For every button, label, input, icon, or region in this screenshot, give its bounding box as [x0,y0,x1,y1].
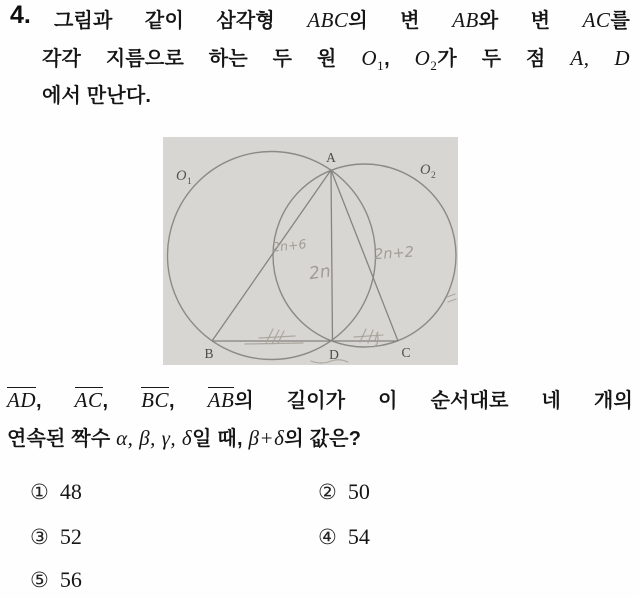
question-line-1: AD, AC, BC, AB의 길이가 이 순서대로 네 개의 [7,388,634,412]
choice-3-value: 52 [59,524,82,549]
label-circle-o1: O [176,168,187,184]
choice-4-marker: ④ [318,525,337,549]
math-ab: AB [452,8,479,32]
math-o1: $O_1$ [361,46,385,74]
label-point-a: A [326,150,336,165]
label-circle-o2-sub: 2 [431,171,436,181]
choice-2 [318,479,370,505]
choice-4-value: 54 [347,524,370,549]
math-a-d: A, D [570,46,630,70]
math-o2: $O_2$ [414,46,438,74]
statement-line-1: 그림과 같이 삼각형 ABC의 변 AB와 변 AC를 [54,8,630,32]
choice-5-marker: ⑤ [30,568,49,592]
choice-3 [30,524,82,550]
label-circle-o2: O [420,162,431,178]
math-ac: AC [582,8,611,32]
math-abc: ABC [307,8,349,32]
choice-1 [30,479,82,505]
problem-number: 4. [10,1,31,29]
label-circle-o1-sub: 1 [187,177,192,187]
choice-5-value: 56 [59,567,82,592]
segment-ad-overline: AD [7,388,36,412]
choice-2-marker: ② [318,480,337,504]
pencil-label-ab: 2n+6 [271,236,308,255]
choice-3-marker: ③ [30,525,49,549]
choice-2-value: 50 [347,479,370,504]
label-point-c: C [401,345,411,360]
label-point-b: B [204,346,214,361]
geometry-figure [163,137,458,365]
choice-5 [30,567,82,593]
segment-ac-overline: AC [74,388,103,412]
choice-1-value: 48 [59,479,82,504]
pencil-label-ac: 2n+2 [373,244,415,264]
statement-line-2: 각각 지름으로 하는 두 원 $O_1$, $O_2$가 두 점 A, D [42,46,630,74]
segment-bc-overline: BC [141,388,169,412]
beta-plus-delta: β+δ [248,426,285,450]
segment-ab-overline: AB [207,388,235,412]
statement-text: 그림과 같이 삼각형 [54,10,308,32]
choice-1-marker: ① [30,480,49,504]
greek-sequence: α, β, γ, δ [116,426,193,450]
pencil-label-ad: 2n [307,261,333,285]
figure-svg [163,137,458,365]
statement-line-3: 에서 만난다. [42,85,152,107]
label-point-d: D [329,347,339,362]
question-line-2: 연속된 짝수 α, β, γ, δ일 때, β+δ의 값은? [7,426,362,450]
choice-4 [318,524,370,550]
